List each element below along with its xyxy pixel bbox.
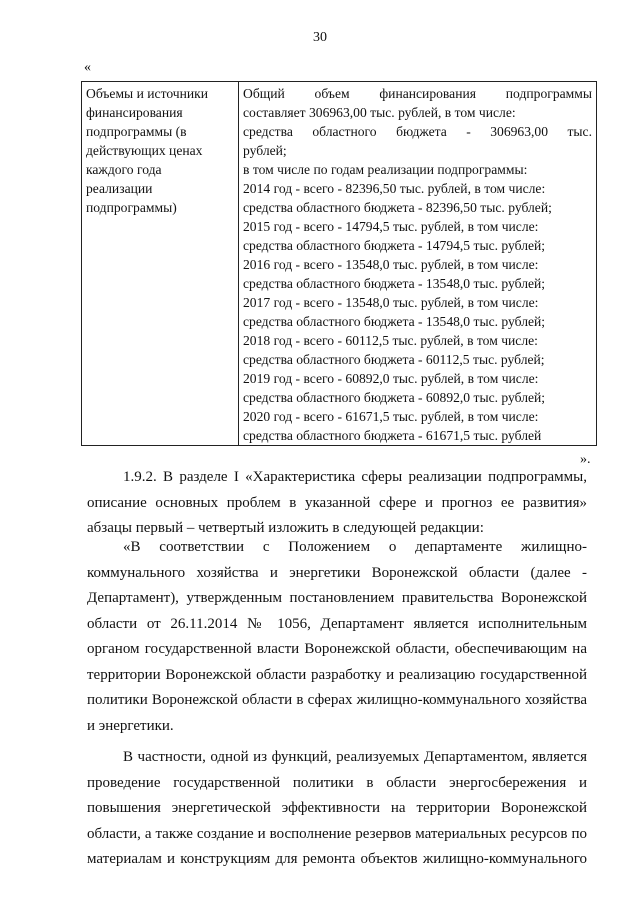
content-line: средства областного бюджета - 60112,5 тыс. рублей;: [243, 352, 545, 367]
paragraph-line: территории Воронежской области разработку и реализацию государственной: [87, 666, 587, 683]
label-line: Объемы и источники: [86, 86, 209, 101]
paragraph-line: и энергетики.: [87, 717, 174, 734]
paragraph-line: политики Воронежской области в сферах жилищно-коммунального хозяйства: [87, 692, 587, 708]
paragraph-line: коммунального хозяйства и энергетики Воронежской области (далее -: [87, 564, 587, 581]
paragraph-line: повышения энергетической эффективности на территории Воронежской: [87, 800, 587, 816]
content-line: 2015 год - всего - 14794,5 тыс. рублей, в том числе:: [243, 219, 539, 234]
label-line: каждого года: [86, 162, 162, 177]
paragraph-department: [87, 535, 587, 739]
paragraph-line: проведение государственной политики в области энергосбережения и: [87, 774, 587, 791]
content-line: составляет 306963,00 тыс. рублей, в том числе:: [243, 105, 516, 120]
paragraph-line: материалам и конструкциям для ремонта объектов жилищно-коммунального: [87, 851, 587, 867]
label-line: финансирования: [86, 105, 183, 120]
content-line: средства областного бюджета - 82396,50 тыс. рублей;: [243, 200, 552, 215]
table-row: [82, 82, 597, 446]
paragraph-line: органом государственной власти Воронежской области, обеспечивающим на: [87, 641, 587, 657]
closing-quote: ».: [580, 452, 591, 467]
content-line: средства областного бюджета - 13548,0 тыс. рублей;: [243, 276, 546, 291]
content-line: средства областного бюджета - 14794,5 тыс. рублей;: [243, 238, 546, 253]
content-line: средства областного бюджета - 306963,00 тыс.: [243, 124, 592, 139]
table-cell-label: [82, 82, 239, 446]
label-line: действующих ценах: [86, 143, 203, 158]
content-line: 2016 год - всего - 13548,0 тыс. рублей, в том числе:: [243, 257, 539, 272]
paragraph-line: описание основных проблем в указанной сфере и прогноз ее развития»: [87, 494, 587, 511]
paragraph-line: абзацы первый – четвертый изложить в следующей редакции:: [87, 520, 484, 536]
content-line: рублей;: [243, 143, 287, 158]
content-line: 2020 год - всего - 61671,5 тыс. рублей, в том числе:: [243, 409, 539, 424]
page-number: 30: [313, 30, 327, 45]
paragraph-line: области, а также создание и восполнение резервов материальных ресурсов по: [87, 825, 587, 842]
content-line: средства областного бюджета - 61671,5 тыс. рублей: [243, 428, 542, 443]
content-line: в том числе по годам реализации подпрограммы:: [243, 162, 528, 177]
paragraph-line: Департамент), утвержденным постановлением правительства Воронежской: [87, 590, 587, 606]
label-line: подпрограммы (в: [86, 124, 187, 139]
content-line: 2018 год - всего - 60112,5 тыс. рублей, в том числе:: [243, 333, 538, 348]
content-line: 2017 год - всего - 13548,0 тыс. рублей, в том числе:: [243, 295, 539, 310]
content-line: средства областного бюджета - 60892,0 тыс. рублей;: [243, 390, 546, 405]
opening-quote: «: [84, 60, 91, 75]
paragraph-line: «В соответствии с Положением о департаменте жилищно-: [123, 539, 587, 555]
paragraph-line: В частности, одной из функций, реализуемых Департаментом, является: [123, 749, 587, 765]
content-line: средства областного бюджета - 13548,0 тыс. рублей;: [243, 314, 546, 329]
paragraph-line: 1.9.2. В разделе I «Характеристика сферы реализации подпрограммы,: [123, 469, 587, 485]
paragraph-line: области от 26.11.2014 № 1056, Департамент является исполнительным: [87, 615, 587, 632]
content-line: 2014 год - всего - 82396,50 тыс. рублей, в том числе:: [243, 181, 546, 196]
content-line: 2019 год - всего - 60892,0 тыс. рублей, в том числе:: [243, 371, 539, 386]
financing-table: [81, 81, 597, 446]
label-line: подпрограммы): [86, 200, 177, 215]
label-line: реализации: [86, 181, 153, 196]
content-line: Общий объем финансирования подпрограммы: [243, 86, 592, 101]
paragraph-amendment: [87, 465, 587, 542]
table-cell-content: [239, 82, 597, 446]
paragraph-functions: [87, 745, 587, 873]
